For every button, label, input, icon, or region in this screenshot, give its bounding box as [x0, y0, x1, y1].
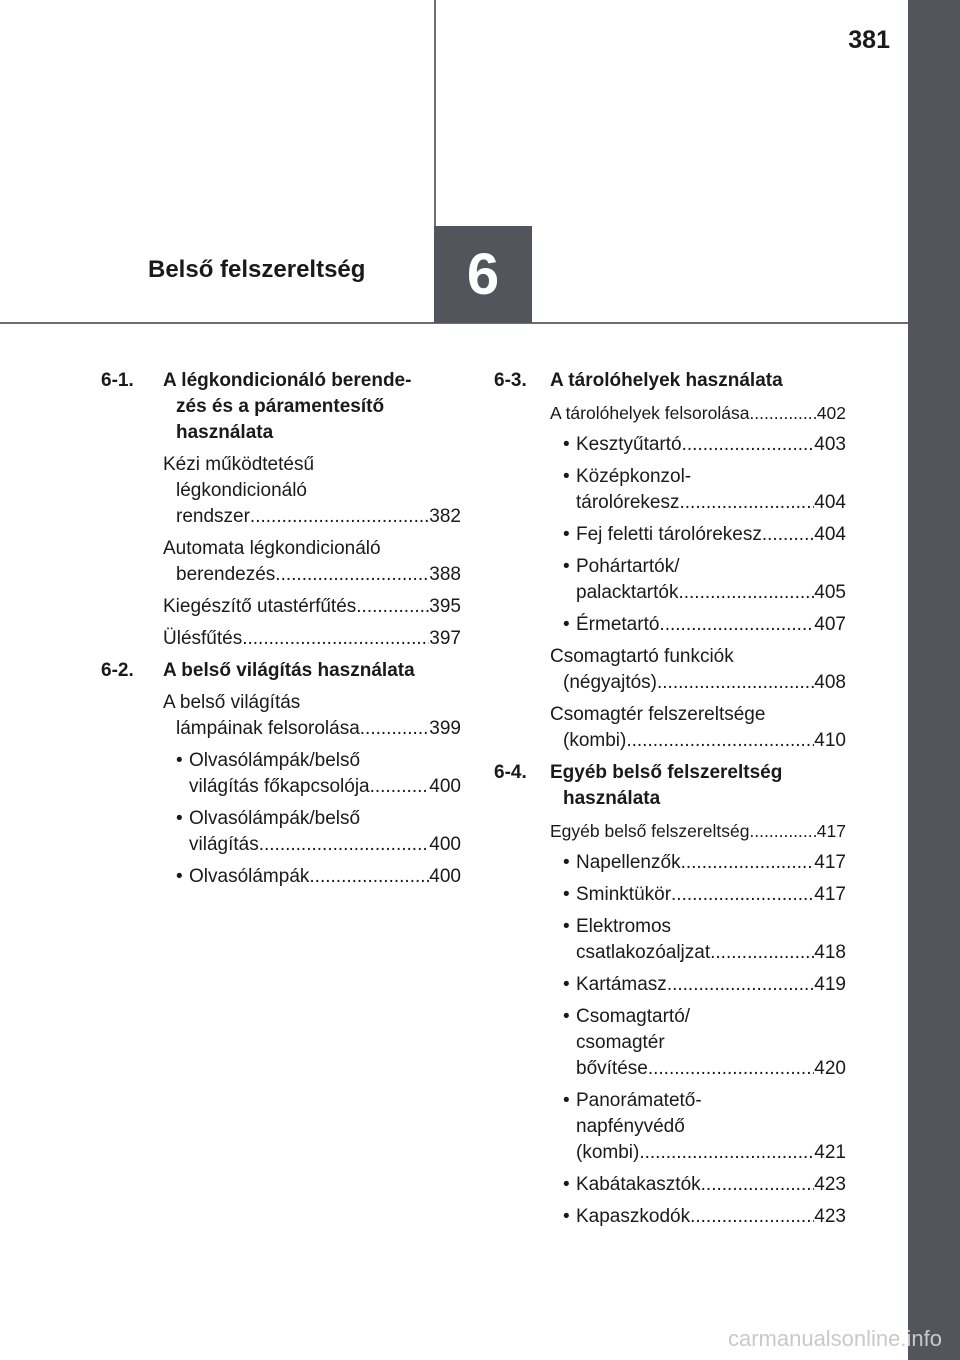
- bullet-icon: •: [563, 1206, 570, 1227]
- toc-entry[interactable]: A tárolóhelyek felsorolása ..... 402: [494, 400, 846, 426]
- page-ref: 388: [429, 564, 461, 585]
- bullet-icon: •: [176, 808, 183, 829]
- bullet-icon: •: [563, 916, 570, 937]
- page-ref: 402: [816, 403, 846, 423]
- page-ref: 420: [814, 1058, 846, 1079]
- page-ref: 404: [814, 492, 846, 513]
- bullet-icon: •: [563, 852, 570, 873]
- bullet-icon: •: [563, 1090, 570, 1111]
- divider-vertical: [434, 0, 436, 226]
- side-bar: [908, 0, 960, 1360]
- page-ref: 423: [814, 1174, 846, 1195]
- section-number: 6-3.: [494, 370, 527, 391]
- section-number: 6-2.: [101, 660, 134, 681]
- toc-subentry[interactable]: • Középkonzol- tárolórekesz ..... 404: [494, 464, 846, 516]
- bullet-icon: •: [563, 556, 570, 577]
- toc-entry[interactable]: Automata légkondicionáló berendezés ..... 388: [101, 536, 461, 588]
- toc-entry[interactable]: Egyéb belső felszereltség ..... 417: [494, 818, 846, 844]
- bullet-icon: •: [563, 884, 570, 905]
- page-ref: 408: [814, 672, 846, 693]
- toc-subentry[interactable]: • Fej feletti tárolórekesz ..... 404: [494, 522, 846, 548]
- bullet-icon: •: [563, 466, 570, 487]
- toc-subentry[interactable]: • Kesztyűtartó ..... 403: [494, 432, 846, 458]
- page-ref: 399: [429, 718, 461, 739]
- chapter-number-box: 6: [434, 226, 532, 323]
- toc-subentry[interactable]: • Csomagtartó/ csomagtér bővítése ..... 420: [494, 1004, 846, 1082]
- toc-entry[interactable]: Kézi működtetésű légkondicionáló rendszer ..... 382: [101, 452, 461, 530]
- section-6-2[interactable]: 6-2. A belső világítás használata: [101, 658, 461, 684]
- page-ref: 405: [814, 582, 846, 603]
- bullet-icon: •: [563, 1174, 570, 1195]
- page-ref: 419: [814, 974, 846, 995]
- toc-left-column: [101, 368, 461, 896]
- toc-subentry[interactable]: • Pohártartók/ palacktartók ..... 405: [494, 554, 846, 606]
- page-ref: 417: [814, 852, 846, 873]
- bullet-icon: •: [563, 1006, 570, 1027]
- toc-entry[interactable]: A belső világítás lámpáinak felsorolása ..... 399: [101, 690, 461, 742]
- toc-subentry[interactable]: • Kapaszkodók ..... 423: [494, 1204, 846, 1230]
- toc-entry[interactable]: Csomagtér felszereltsége (kombi) ..... 410: [494, 702, 846, 754]
- page-number: 381: [848, 26, 890, 54]
- bullet-icon: •: [176, 750, 183, 771]
- page-ref: 400: [429, 834, 461, 855]
- toc-subentry[interactable]: • Olvasólámpák/belső világítás főkapcsolója ..... 400: [101, 748, 461, 800]
- toc-subentry[interactable]: • Sminktükör ..... 417: [494, 882, 846, 908]
- toc-subentry[interactable]: • Kabátakasztók ..... 423: [494, 1172, 846, 1198]
- toc-subentry[interactable]: • Kartámasz ..... 419: [494, 972, 846, 998]
- page-ref: 423: [814, 1206, 846, 1227]
- toc-right-column: [494, 368, 846, 1236]
- chapter-title: Belső felszereltség: [148, 256, 366, 283]
- toc-entry[interactable]: Csomagtartó funkciók (négyajtós) ..... 408: [494, 644, 846, 696]
- page-ref: 407: [814, 614, 846, 635]
- page-ref: 400: [429, 866, 461, 887]
- bullet-icon: •: [563, 524, 570, 545]
- page-ref: 395: [429, 596, 461, 617]
- page-ref: 410: [814, 730, 846, 751]
- page-ref: 417: [816, 821, 846, 841]
- page-ref: 403: [814, 434, 846, 455]
- bullet-icon: •: [563, 434, 570, 455]
- toc-subentry[interactable]: • Érmetartó ..... 407: [494, 612, 846, 638]
- toc-subentry[interactable]: • Panorámatető- napfényvédő (kombi) ..... 421: [494, 1088, 846, 1166]
- page-ref: 400: [429, 776, 461, 797]
- toc-subentry[interactable]: • Elektromos csatlakozóaljzat ..... 418: [494, 914, 846, 966]
- bullet-icon: •: [563, 614, 570, 635]
- page-ref: 421: [814, 1142, 846, 1163]
- page-ref: 382: [429, 506, 461, 527]
- section-6-1[interactable]: 6-1. A légkondicionáló berende- zés és a páramentesítő használata: [101, 370, 412, 443]
- toc-entry[interactable]: Kiegészítő utastérfűtés ..... 395: [101, 594, 461, 620]
- watermark: carmanualsonline.info: [727, 1326, 942, 1351]
- page-ref: 417: [814, 884, 846, 905]
- toc-entry[interactable]: Ülésfűtés ..... 397: [101, 626, 461, 652]
- section-6-4[interactable]: 6-4. Egyéb belső felszereltség használata: [494, 762, 783, 809]
- page-ref: 404: [814, 524, 846, 545]
- bullet-icon: •: [563, 974, 570, 995]
- section-6-3[interactable]: 6-3. A tárolóhelyek használata: [494, 368, 846, 394]
- toc-subentry[interactable]: • Olvasólámpák ..... 400: [101, 864, 461, 890]
- toc-subentry[interactable]: • Napellenzők ..... 417: [494, 850, 846, 876]
- page-ref: 397: [429, 628, 461, 649]
- section-number: 6-1.: [101, 370, 134, 391]
- toc-subentry[interactable]: • Olvasólámpák/belső világítás ..... 400: [101, 806, 461, 858]
- section-number: 6-4.: [494, 762, 527, 783]
- bullet-icon: •: [176, 866, 183, 887]
- page-ref: 418: [814, 942, 846, 963]
